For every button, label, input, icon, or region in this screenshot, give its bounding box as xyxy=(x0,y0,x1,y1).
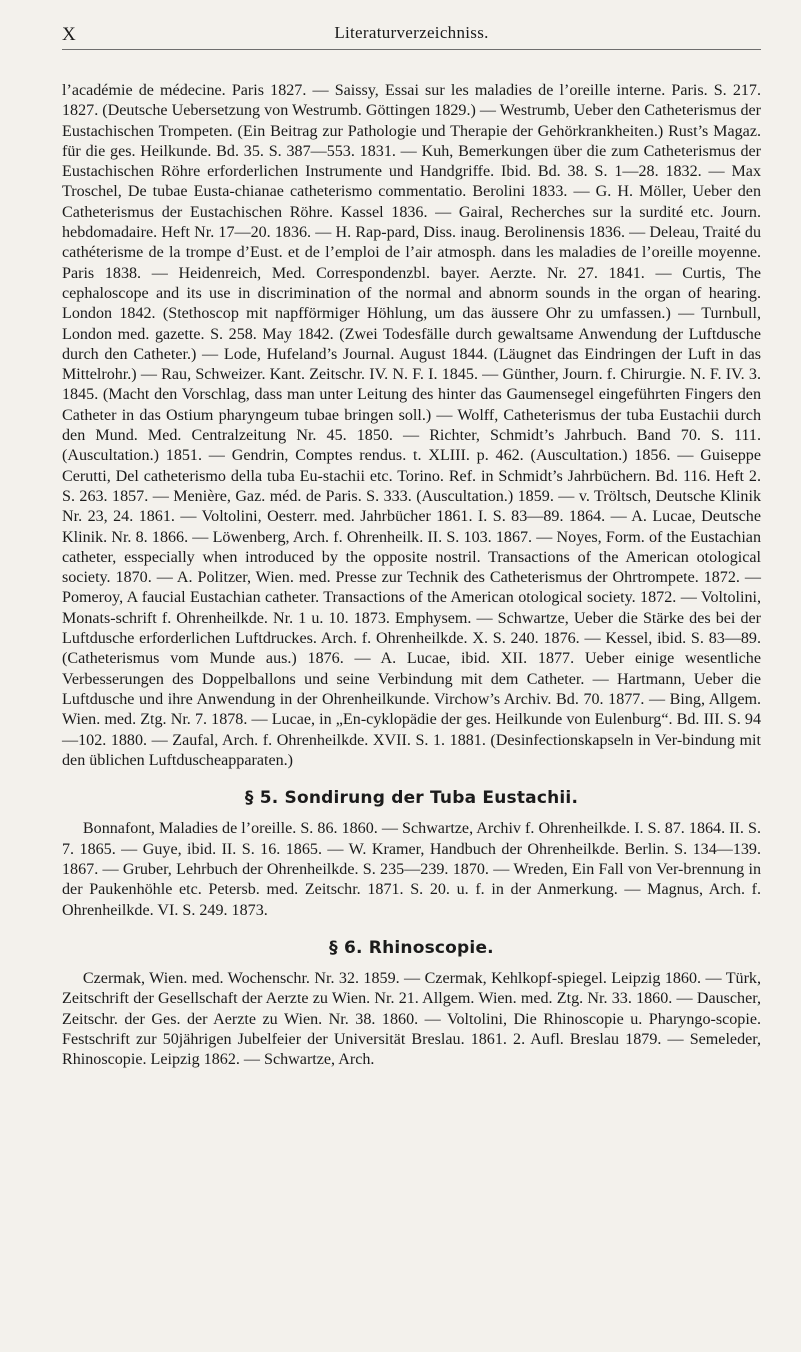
bibliography-paragraph-rhinoscopie: Czermak, Wien. med. Wochenschr. Nr. 32. 1859. — Czermak, Kehlkopf-spiegel. Leipzig 1860. — Türk, Zeitschrift der Gesellschaft der Aerzte zu Wien. Nr. 21. Allgem. Wien. med. Ztg. Nr. 33. 1860. — Dauscher, Zeitschr. der Ges. der Aerzte zu Wien. Nr. 38. 1860. — Voltolini, Die Rhinoscopie u. Pharyngo-scopie. Festschrift zur 50jährigen Jubelfeier der Universität Breslau. 1861. 2. Aufl. Breslau 1879. — Semeleder, Rhinoscopie. Leipzig 1862. — Schwartze, Arch. xyxy=(62,970,761,1069)
bibliography-paragraph-catheterismus: l’académie de médecine. Paris 1827. — Saissy, Essai sur les maladies de l’oreille interne. Paris. S. 217. 1827. (Deutsche Uebersetzung von Westrumb. Göttingen 1829.) — Westrumb, Ueber den Catheterismus der Eustachischen Trompeten. (Ein Beitrag zur Pathologie und Therapie der Gehörkrankheiten.) Rust’s Magaz. für die ges. Heilkunde. Bd. 35. S. 387—553. 1831. — Kuh, Bemerkungen über die zum Catheterismus der Eustachischen Röhre erforderlichen Instrumente und Handgriffe. Ibid. Bd. 38. S. 1—28. 1832. — Max Troschel, De tubae Eusta-chianae catheterismo commentatio. Berolini 1833. — G. H. Möller, Ueber den Catheterismus der Eustachischen Röhre. Kassel 1836. — Gairal, Recherches sur la surdité etc. Journ. hebdomadaire. Heft Nr. 17—20. 1836. — H. Rap-pard, Diss. inaug. Berolinensis 1836. — Deleau, Traité du cathéterisme de la trompe d’Eust. et de l’emploi de l’air atmosph. dans les maladies de l’oreille moyenne. Paris 1838. — Heidenreich, Med. Correspondenzbl. bayer. Aerzte. Nr. 27. 1841. — Curtis, The cephaloscope and its use in discrimination of the normal and abnorm sounds in the organ of hearing. London 1842. (Stethoscop mit napfförmiger Höhlung, um das äussere Ohr zu umfassen.) — Turnbull, London med. gazette. S. 258. May 1842. (Zwei Todesfälle durch gewaltsame Anwendung der Luftdusche durch den Catheter.) — Lode, Hufeland’s Journal. August 1844. (Läugnet das Eindringen der Luft in das Mittelrohr.) — Rau, Schweizer. Kant. Zeitschr. IV. N. F. I. 1845. — Günther, Journ. f. Chirurgie. N. F. IV. 3. 1845. (Macht den Vorschlag, dass man unter Leitung des hinter das Gaumensegel eingeführten Fingers den Catheter in das Ostium pharyngeum tubae bringen soll.) — Wolff, Catheterismus der tuba Eustachii durch den Mund. Med. Centralzeitung Nr. 45. 1850. — Richter, Schmidt’s Jahrbuch. Band 70. S. 111. (Auscultation.) 1851. — Gendrin, Comptes rendus. t. XLIII. p. 462. (Auscultation.) 1856. — Guiseppe Cerutti, Del catheterismo della tuba Eu-stachii etc. Torino. Ref. in Schmidt’s Jahrbüchern. Bd. 116. Heft 2. S. 263. 1857. — Menière, Gaz. méd. de Paris. S. 333. (Auscultation.) 1859. — v. Tröltsch, Deutsche Klinik Nr. 23, 24. 1861. — Voltolini, Oesterr. med. Jahrbücher 1861. I. S. 83—89. 1864. — A. Lucae, Deutsche Klinik. Nr. 8. 1866. — Löwenberg, Arch. f. Ohrenheilk. II. S. 103. 1867. — Noyes, Form. of the Eustachian catheter, esspecially when introduced by the opposite nostril. Transactions of the American otological society. 1870. — A. Politzer, Wien. med. Presse zur Technik des Catheterismus der Ohrtrompete. 1872. — Pomeroy, A faucial Eustachian catheter. Transactions of the American otological society. 1872. — Voltolini, Monats-schrift f. Ohrenheilkde. Nr. 1 u. 10. 1873. Emphysem. — Schwartze, Ueber die Stärke des bei der Luftdusche erforderlichen Luftdruckes. Arch. f. Ohrenheilkde. X. S. 240. 1876. — Kessel, ibid. S. 83—89. (Catheterismus vom Munde aus.) 1876. — A. Lucae, ibid. XII. 1877. Ueber einige wesentliche Verbesserungen des Doppelballons und seine Verbindung mit dem Catheter. — Hartmann, Ueber die Luftdusche und ihre Anwendung in der Ohrenheilkunde. Virchow’s Archiv. Bd. 70. 1877. — Bing, Allgem. Wien. med. Ztg. Nr. 7. 1878. — Lucae, in „En-cyklopädie der ges. Heilkunde von Eulenburg“. Bd. III. S. 94—102. 1880. — Zaufal, Arch. f. Ohrenheilkde. XVII. S. 1. 1881. (Desinfectionskapseln in Ver-bindung mit den üblichen Luftduscheapparaten.) xyxy=(62,82,761,769)
bibliography-text xyxy=(62,81,761,1071)
running-head xyxy=(62,0,761,50)
page-number: X xyxy=(62,24,77,45)
bibliography-paragraph-sondirung: Bonnafont, Maladies de l’oreille. S. 86. 1860. — Schwartze, Archiv f. Ohrenheilkde. I. S. 87. 1864. II. S. 7. 1865. — Guye, ibid. II. S. 16. 1865. — W. Kramer, Handbuch der Ohrenheilkde. Berlin. S. 134—139. 1867. — Gruber, Lehrbuch der Ohrenheilkde. S. 235—239. 1870. — Wreden, Ein Fall von Ver-brennung in der Paukenhöhle etc. Petersb. med. Zeitschr. 1871. S. 20. u. f. in der Anmerkung. — Magnus, Arch. f. Ohrenheilkde. VI. S. 249. 1873. xyxy=(62,820,761,919)
section-heading-rhinoscopie: § 6. Rhinoscopie. xyxy=(329,937,494,958)
section-heading-sondirung: § 5. Sondirung der Tuba Eustachii. xyxy=(244,788,579,809)
running-title: Literaturverzeichniss. xyxy=(334,23,489,42)
